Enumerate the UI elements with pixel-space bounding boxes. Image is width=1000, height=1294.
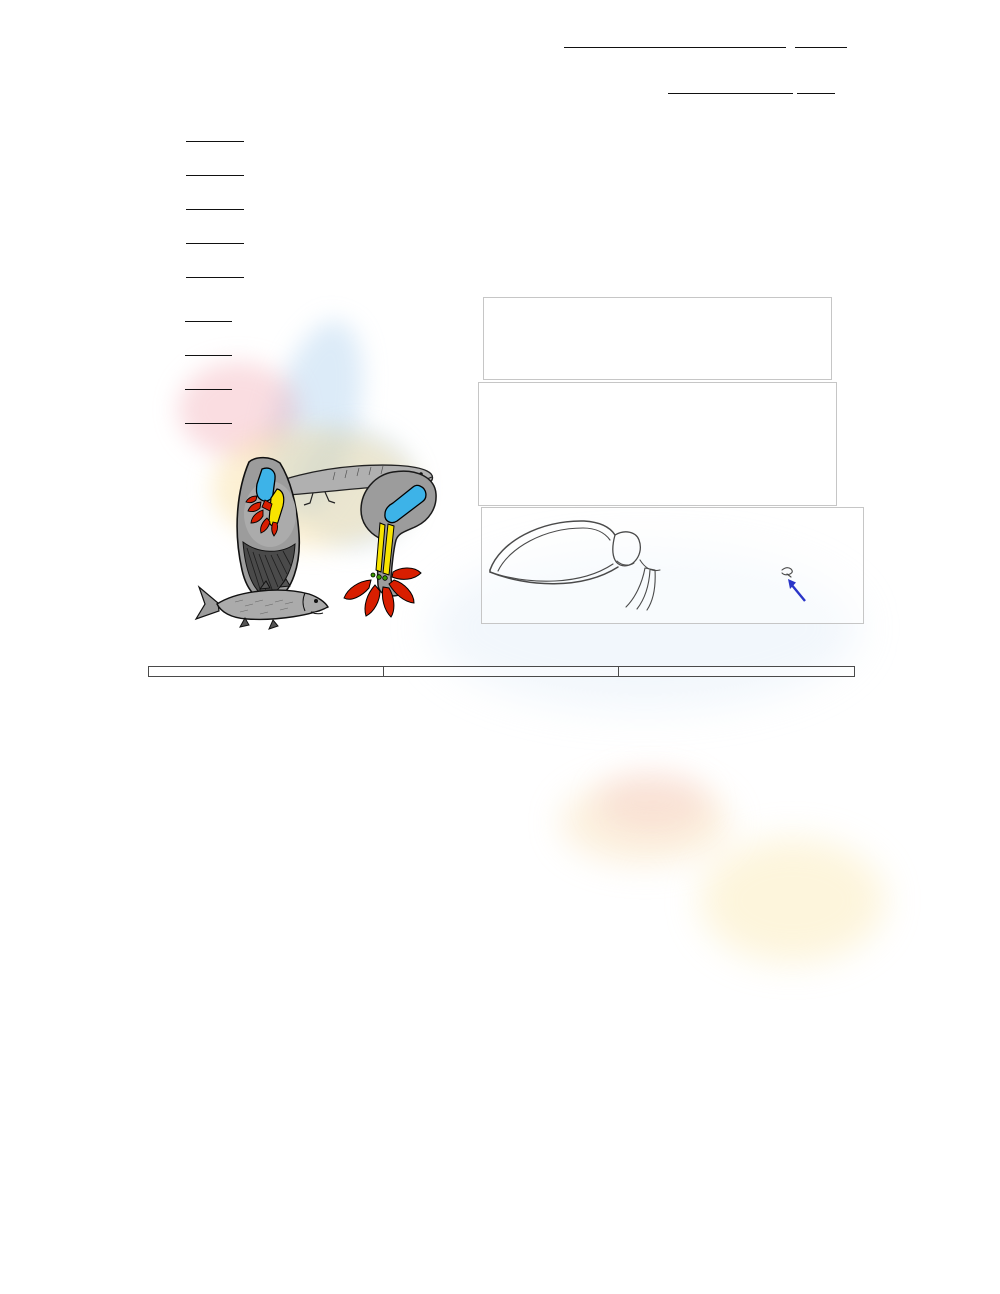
item-number [148, 366, 185, 400]
item-definition [440, 254, 864, 288]
diagram-c-box [481, 507, 864, 624]
answer-blank [186, 260, 244, 278]
answer-blank [186, 226, 244, 244]
item-definition [440, 220, 864, 254]
match-row [148, 254, 1000, 288]
vocab-box [148, 666, 855, 677]
item-definition [440, 118, 864, 152]
header-block [0, 0, 1000, 104]
match-row [148, 152, 1000, 186]
period-blank [797, 76, 835, 94]
embryo-series-illustration [484, 298, 831, 379]
answer-blank [185, 304, 232, 322]
item-number [148, 400, 185, 434]
match-row [148, 118, 1000, 152]
keyword-row [148, 332, 448, 366]
fin-leg-homology-illustration [185, 434, 443, 632]
item-term [249, 118, 440, 152]
matching-section-1 [0, 118, 1000, 288]
tetrapod-leg-figure [344, 471, 436, 617]
vocab-cell [384, 667, 619, 676]
keyword-row [148, 298, 448, 332]
item-definition [440, 152, 864, 186]
watermark-blob [598, 772, 708, 832]
item-definition [440, 186, 864, 220]
diagram-zone [0, 292, 1000, 644]
item-term [249, 186, 440, 220]
item-term [249, 152, 440, 186]
date-blank [668, 76, 793, 94]
item-number [148, 298, 185, 332]
item-number [148, 220, 186, 254]
vocab-cell [149, 667, 384, 676]
item-number [148, 152, 186, 186]
vestigial-pelvis-arrow [788, 579, 805, 601]
watermark-blob [700, 838, 885, 963]
match-row [148, 220, 1000, 254]
answer-blank [185, 372, 232, 390]
answer-blank [185, 338, 232, 356]
name-row-line [560, 30, 847, 53]
item-number [148, 118, 186, 152]
horse-leg-evolution-illustration [479, 383, 836, 505]
diagram-d-group [185, 434, 443, 632]
answer-blank [186, 158, 244, 176]
answer-blank [186, 192, 244, 210]
item-term [242, 400, 448, 434]
whale-skeleton-illustration [482, 508, 863, 623]
keyword-list [148, 298, 448, 434]
item-number [148, 186, 186, 220]
keyword-row [148, 366, 448, 400]
answer-blank [185, 406, 232, 424]
vocab-cell [619, 667, 854, 676]
item-term [242, 332, 448, 366]
diagram-b-box [478, 382, 837, 506]
date-period-line [668, 76, 835, 99]
item-term [249, 254, 440, 288]
item-number [148, 254, 186, 288]
watermark-blob [560, 780, 730, 865]
item-number [148, 332, 185, 366]
diagram-a-box [483, 297, 832, 380]
name-blank [564, 30, 786, 48]
keyword-row [148, 400, 448, 434]
row-blank [795, 30, 847, 48]
item-term [242, 366, 448, 400]
fish-figure [196, 579, 328, 629]
item-term [242, 298, 448, 332]
match-row [148, 186, 1000, 220]
answer-blank [186, 124, 244, 142]
item-term [249, 220, 440, 254]
